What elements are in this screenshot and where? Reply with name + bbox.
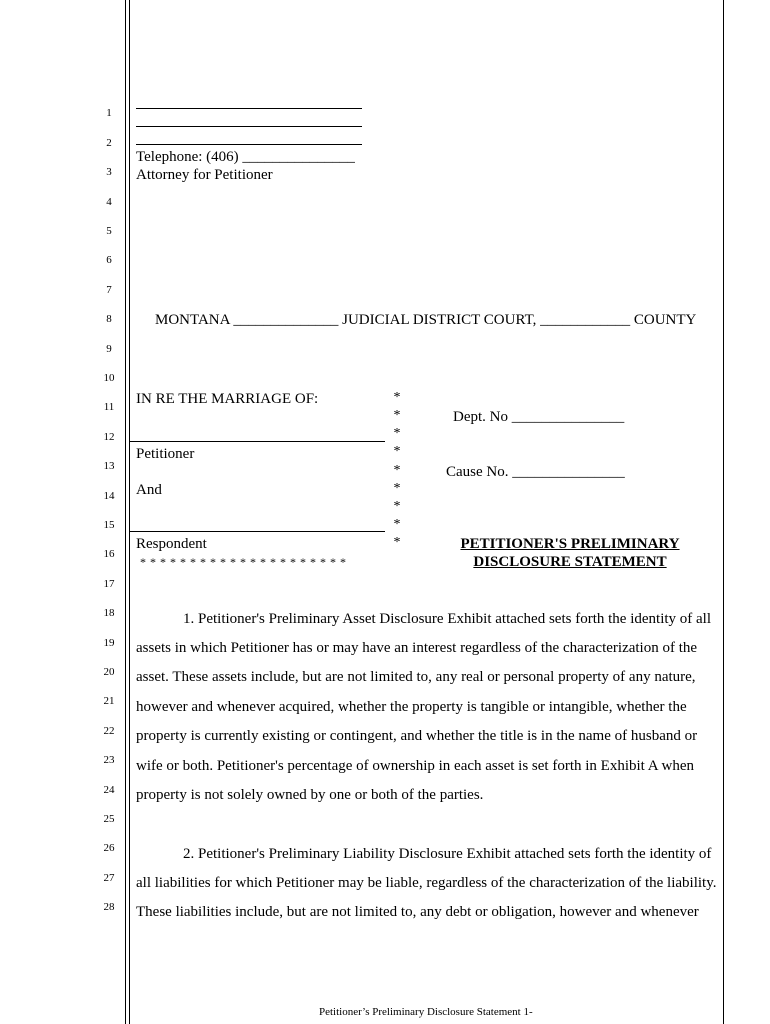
document-title-line2: DISCLOSURE STATEMENT <box>473 554 667 570</box>
line-number: 16 <box>103 548 115 560</box>
line-number: 12 <box>103 431 115 443</box>
paragraph-line: assets in which Petitioner has or may have an interest regardless of the characterization of the <box>136 640 698 656</box>
left-margin-rule-inner <box>129 0 130 1024</box>
petitioner-label: Petitioner <box>136 446 195 462</box>
line-number: 23 <box>103 754 115 766</box>
line-number: 3 <box>106 166 112 178</box>
document-title-line1: PETITIONER'S PRELIMINARY <box>460 536 680 552</box>
paragraph-line: 2. Petitioner's Preliminary Liability Disclosure Exhibit attached sets forth the identity of <box>183 846 712 862</box>
attorney-city-blank <box>136 144 362 145</box>
caption-star: * <box>393 408 401 423</box>
line-number: 4 <box>106 196 112 208</box>
telephone-line: Telephone: (406) _______________ <box>136 149 355 165</box>
line-number: 17 <box>103 578 115 590</box>
line-number: 11 <box>103 401 115 413</box>
line-number: 19 <box>103 637 115 649</box>
paragraph-line: however and whenever acquired, whether the property is tangible or intangible, whether the <box>136 699 687 715</box>
page-footer: Petitioner’s Preliminary Disclosure Statement 1- <box>319 1006 533 1018</box>
line-number: 5 <box>106 225 112 237</box>
line-number: 18 <box>103 607 115 619</box>
left-margin-rule-outer <box>125 0 126 1024</box>
attorney-name-blank <box>136 108 362 109</box>
line-number: 8 <box>106 313 112 325</box>
paragraph-line: all liabilities for which Petitioner may be liable, regardless of the characterization of the liability. <box>136 875 717 891</box>
respondent-name-blank <box>130 531 385 532</box>
and-label: And <box>136 482 162 498</box>
line-number: 25 <box>103 813 115 825</box>
paragraph-line: property is currently existing or contingent, and whether the title is in the name of husband or <box>136 728 698 744</box>
caption-star: * <box>393 426 401 441</box>
caption-star-row: * * * * * * * * * * * * * * * * * * * * * <box>140 555 347 569</box>
line-number: 6 <box>106 254 112 266</box>
line-number: 9 <box>106 343 112 355</box>
line-number: 10 <box>103 372 115 384</box>
line-number: 28 <box>103 901 115 913</box>
caption-star: * <box>393 517 401 532</box>
petitioner-name-blank <box>130 441 385 442</box>
line-number: 26 <box>103 842 115 854</box>
line-number: 13 <box>103 460 115 472</box>
line-number: 2 <box>106 137 112 149</box>
line-number: 24 <box>103 784 115 796</box>
line-number: 27 <box>103 872 115 884</box>
paragraph-line: 1. Petitioner's Preliminary Asset Disclosure Exhibit attached sets forth the identity of all <box>183 611 712 627</box>
caption-star: * <box>393 499 401 514</box>
court-name-line: MONTANA ______________ JUDICIAL DISTRICT COURT, ____________ COUNTY <box>155 312 697 328</box>
line-number: 21 <box>103 695 115 707</box>
caption-star: * <box>393 481 401 496</box>
dept-number-field: Dept. No _______________ <box>453 409 625 425</box>
right-margin-rule <box>723 0 724 1024</box>
paragraph-line: These liabilities include, but are not limited to, any debt or obligation, however and whenever <box>136 904 699 920</box>
attorney-address-blank <box>136 126 362 127</box>
in-re-label: IN RE THE MARRIAGE OF: <box>136 391 319 407</box>
paragraph-line: property is not solely owned by one or both of the parties. <box>136 787 484 803</box>
attorney-for-label: Attorney for Petitioner <box>136 167 273 183</box>
caption-star: * <box>393 535 401 550</box>
line-number: 20 <box>103 666 115 678</box>
caption-star: * <box>393 463 401 478</box>
line-number: 14 <box>103 490 115 502</box>
cause-number-field: Cause No. _______________ <box>446 464 625 480</box>
line-number: 7 <box>106 284 112 296</box>
respondent-label: Respondent <box>136 536 207 552</box>
caption-star: * <box>393 390 401 405</box>
caption-star: * <box>393 444 401 459</box>
line-number: 22 <box>103 725 115 737</box>
line-number: 15 <box>103 519 115 531</box>
line-number: 1 <box>106 107 112 119</box>
paragraph-line: asset. These assets include, but are not limited to, any real or personal property of any nature, <box>136 669 696 685</box>
paragraph-line: wife or both. Petitioner's percentage of ownership in each asset is set forth in Exhibit A when <box>136 758 694 774</box>
